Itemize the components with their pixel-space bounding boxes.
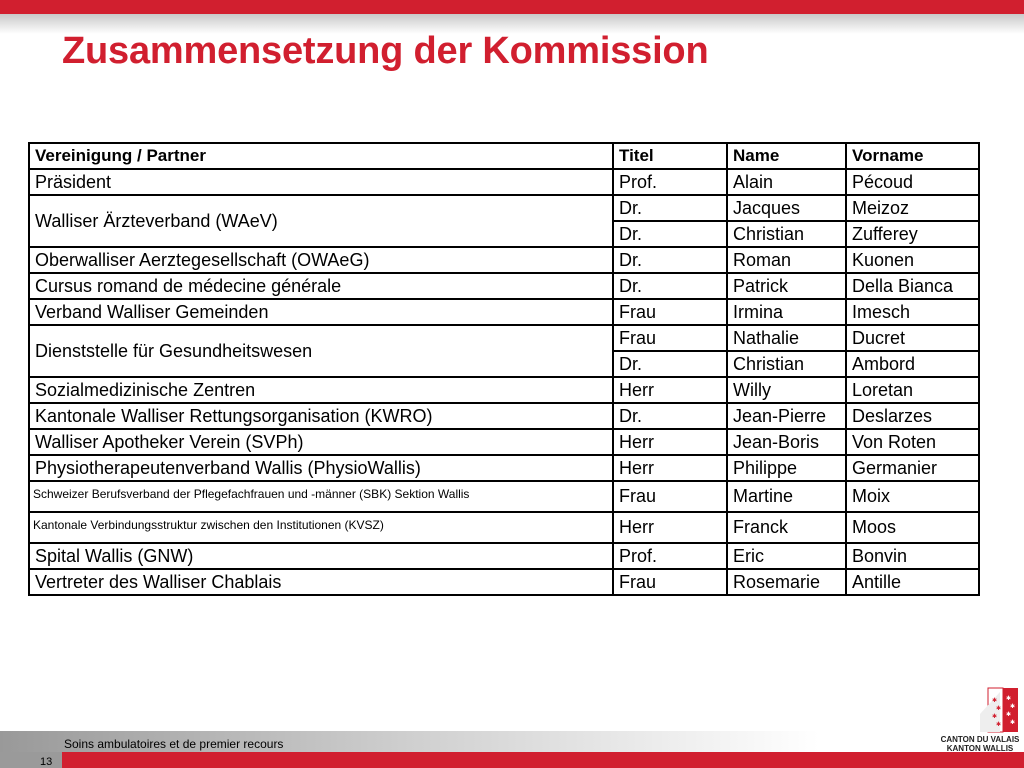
cell-vorname: Loretan (846, 377, 979, 403)
table-row (29, 299, 979, 325)
cell-partner: Physiotherapeutenverband Wallis (PhysioWallis) (29, 455, 613, 481)
table-row (29, 325, 979, 351)
table-row (29, 403, 979, 429)
cell-name: Christian (727, 351, 846, 377)
table-body (29, 169, 979, 595)
cell-vorname: Antille (846, 569, 979, 595)
table-row (29, 481, 979, 512)
cell-name: Rosemarie (727, 569, 846, 595)
header-partner: Vereinigung / Partner (29, 143, 613, 169)
cell-titel: Dr. (613, 247, 727, 273)
cell-titel: Herr (613, 455, 727, 481)
cell-vorname: Meizoz (846, 195, 979, 221)
cell-vorname: Ambord (846, 351, 979, 377)
canton-logo-icon (940, 684, 1020, 734)
table-row (29, 247, 979, 273)
svg-text:✱: ✱ (1006, 695, 1012, 702)
cell-titel: Dr. (613, 351, 727, 377)
cell-titel: Dr. (613, 195, 727, 221)
cell-name: Irmina (727, 299, 846, 325)
cell-vorname: Pécoud (846, 169, 979, 195)
cell-titel: Dr. (613, 273, 727, 299)
cell-name: Alain (727, 169, 846, 195)
canton-logo-text (940, 735, 1020, 753)
cell-titel: Dr. (613, 403, 727, 429)
cell-name: Willy (727, 377, 846, 403)
cell-partner: Oberwalliser Aerztegesellschaft (OWAeG) (29, 247, 613, 273)
cell-titel: Frau (613, 569, 727, 595)
svg-text:✱: ✱ (996, 721, 1002, 728)
commission-table (28, 142, 980, 596)
table-row (29, 377, 979, 403)
cell-partner: Präsident (29, 169, 613, 195)
logo-line-2: KANTON WALLIS (946, 744, 1014, 753)
logo-line-1: CANTON DU VALAIS (940, 735, 1020, 744)
cell-name: Patrick (727, 273, 846, 299)
cell-name: Franck (727, 512, 846, 543)
table-row (29, 195, 979, 221)
page-number: 13 (40, 756, 53, 768)
cell-name: Nathalie (727, 325, 846, 351)
cell-vorname: Imesch (846, 299, 979, 325)
svg-text:✱: ✱ (992, 713, 998, 720)
cell-partner: Vertreter des Walliser Chablais (29, 569, 613, 595)
cell-name: Martine (727, 481, 846, 512)
table-row (29, 543, 979, 569)
cell-name: Roman (727, 247, 846, 273)
cell-vorname: Zufferey (846, 221, 979, 247)
footer-text: Soins ambulatoires et de premier recours (64, 737, 284, 751)
top-accent-bar (0, 0, 1024, 14)
cell-name: Eric (727, 543, 846, 569)
cell-titel: Frau (613, 299, 727, 325)
header-vorname: Vorname (846, 143, 979, 169)
svg-text:✱: ✱ (992, 697, 998, 704)
cell-vorname: Germanier (846, 455, 979, 481)
table-header-row (29, 143, 979, 169)
cell-titel: Frau (613, 325, 727, 351)
svg-text:✱: ✱ (996, 705, 1002, 712)
svg-text:✱: ✱ (1010, 703, 1016, 710)
table-row (29, 512, 979, 543)
cell-name: Jacques (727, 195, 846, 221)
cell-partner: Verband Walliser Gemeinden (29, 299, 613, 325)
cell-name: Christian (727, 221, 846, 247)
header-name: Name (727, 143, 846, 169)
slide-title: Zusammensetzung der Kommission (62, 30, 709, 72)
cell-name: Philippe (727, 455, 846, 481)
table-row (29, 273, 979, 299)
cell-vorname: Della Bianca (846, 273, 979, 299)
cell-titel: Herr (613, 512, 727, 543)
cell-vorname: Von Roten (846, 429, 979, 455)
cell-partner: Kantonale Walliser Rettungsorganisation (KWRO) (29, 403, 613, 429)
cell-vorname: Moos (846, 512, 979, 543)
table-row (29, 569, 979, 595)
cell-vorname: Moix (846, 481, 979, 512)
cell-titel: Dr. (613, 221, 727, 247)
svg-text:✱: ✱ (1006, 711, 1012, 718)
cell-partner: Spital Wallis (GNW) (29, 543, 613, 569)
table-row (29, 169, 979, 195)
svg-text:✱: ✱ (1010, 719, 1016, 726)
footer-red-bar (0, 752, 1024, 768)
cell-titel: Prof. (613, 543, 727, 569)
cell-vorname: Kuonen (846, 247, 979, 273)
cell-vorname: Deslarzes (846, 403, 979, 429)
cell-titel: Herr (613, 429, 727, 455)
cell-titel: Herr (613, 377, 727, 403)
cell-partner: Walliser Apotheker Verein (SVPh) (29, 429, 613, 455)
cell-vorname: Ducret (846, 325, 979, 351)
footer-left-block (0, 752, 62, 768)
cell-partner: Kantonale Verbindungsstruktur zwischen den Institutionen (KVSZ) (29, 512, 613, 543)
cell-partner: Cursus romand de médecine générale (29, 273, 613, 299)
cell-name: Jean-Boris (727, 429, 846, 455)
table-row (29, 429, 979, 455)
cell-titel: Prof. (613, 169, 727, 195)
cell-partner: Schweizer Berufsverband der Pflegefachfrauen und -männer (SBK) Sektion Wallis (29, 481, 613, 512)
cell-name: Jean-Pierre (727, 403, 846, 429)
cell-partner: Dienststelle für Gesundheitswesen (29, 325, 613, 377)
cell-partner: Walliser Ärzteverband (WAeV) (29, 195, 613, 247)
cell-titel: Frau (613, 481, 727, 512)
cell-vorname: Bonvin (846, 543, 979, 569)
cell-partner: Sozialmedizinische Zentren (29, 377, 613, 403)
header-titel: Titel (613, 143, 727, 169)
table-row (29, 455, 979, 481)
